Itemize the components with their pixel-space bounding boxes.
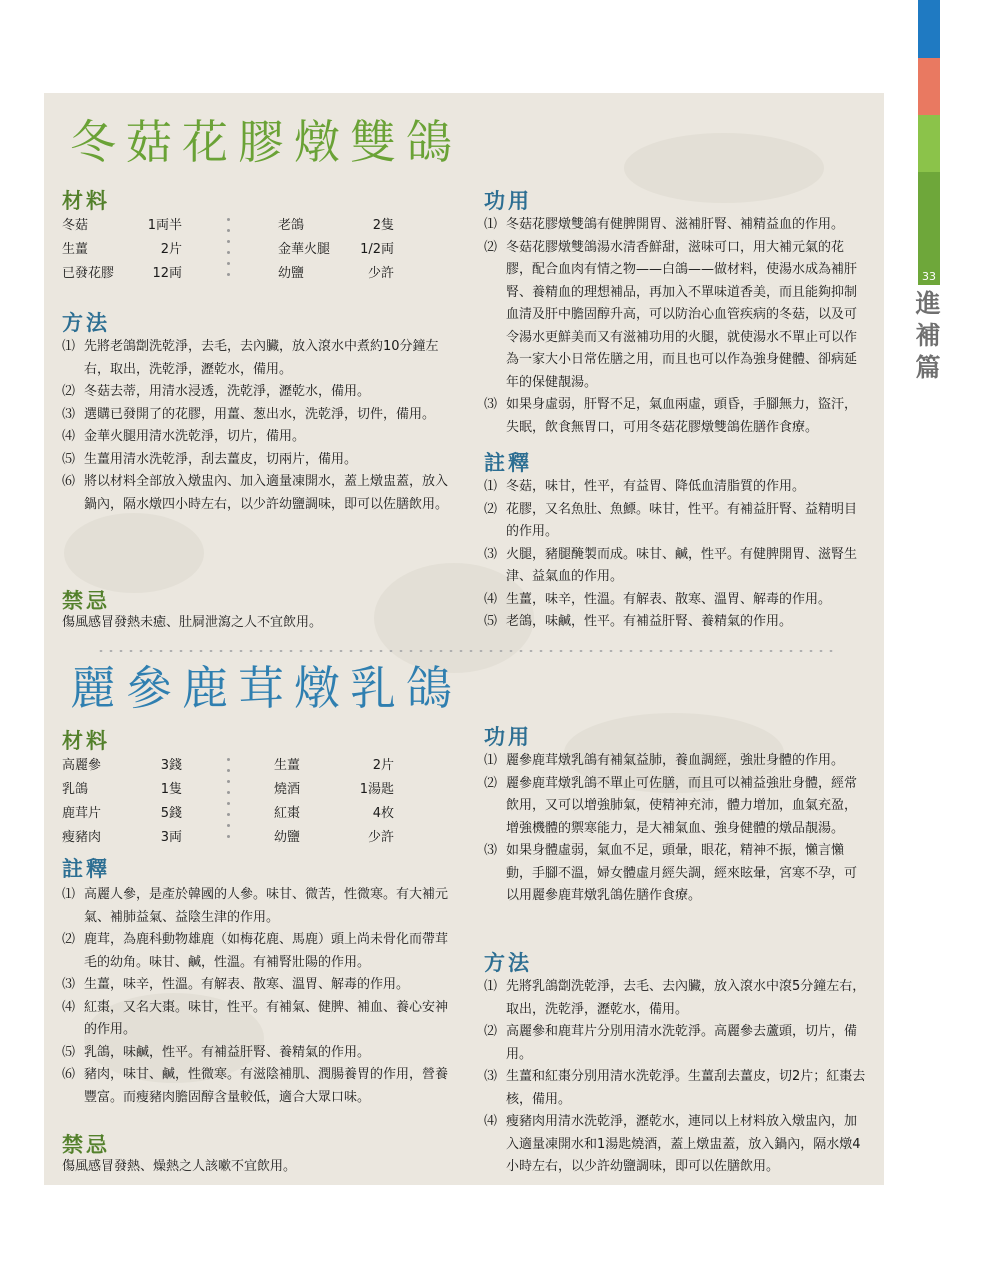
ingredient-row bbox=[62, 826, 182, 850]
ingredient-name: 鹿茸片 bbox=[62, 806, 102, 821]
ingredient-row bbox=[274, 802, 394, 826]
ingredient-name: 幼鹽 bbox=[278, 266, 305, 281]
ingredient-name: 紅棗 bbox=[274, 806, 301, 821]
list-item bbox=[62, 1064, 454, 1109]
item-text: 豬肉，味甘、鹹，性微寒。有滋陰補肌、潤腸養胃的作用，營養豐富。而瘦豬肉膽固醇含量較低，適合大眾口味。 bbox=[84, 1067, 449, 1105]
item-text: 乳鴿，味鹹，性平。有補益肝腎、養精氣的作用。 bbox=[84, 1044, 371, 1060]
ingredient-separator bbox=[227, 758, 230, 846]
item-text: 老鴿，味鹹，性平。有補益肝腎、養精氣的作用。 bbox=[506, 614, 793, 629]
list-item bbox=[484, 1111, 868, 1179]
section-title-char: 篇 bbox=[915, 353, 941, 382]
item-number: ⑴ bbox=[484, 753, 498, 768]
ingredient-name: 瘦豬肉 bbox=[62, 830, 102, 845]
ingredient-name: 老鴿 bbox=[278, 218, 305, 233]
list-item bbox=[62, 449, 454, 472]
ingredient-amount: 5錢 bbox=[160, 806, 182, 821]
item-number: ⑸ bbox=[62, 451, 76, 467]
item-number: ⑶ bbox=[62, 977, 76, 992]
ingredient-row bbox=[278, 214, 394, 238]
item-text: 生薑和紅棗分別用清水洗乾淨。生薑刮去薑皮，切2片；紅棗去核，備用。 bbox=[506, 1069, 866, 1107]
item-text: 冬菇花膠燉雙鴿湯水清香鮮甜，滋味可口，用大補元氣的花膠，配合血肉有情之物——白鴿——做材料，使湯水成為補肝腎、養精血的理想補品，再加入不單味道香美，而且能夠抑制血清及肝中膽固醇升高，可以防治心血管疾病的冬菇，以及可令湯水更鮮美而又有滋補功用的火腿，就使湯水不單止可以作為一家大小日常佐膳之用，而且也可以作為強身健體、卻病延年的保健靚湯。 bbox=[506, 239, 858, 390]
list-item bbox=[62, 929, 454, 974]
recipe2-ingredients-heading: 材料 bbox=[62, 728, 110, 753]
item-number: ⑷ bbox=[62, 429, 76, 444]
item-text: 高麗參和鹿茸片分別用清水洗乾淨。高麗參去蘆頭，切片，備用。 bbox=[506, 1024, 858, 1062]
ingredient-row bbox=[274, 778, 394, 802]
ingredient-row bbox=[278, 238, 394, 262]
item-number: ⑸ bbox=[62, 1044, 76, 1060]
item-text: 選購已發開了的花膠，用薑、葱出水，洗乾淨，切件，備用。 bbox=[84, 406, 436, 422]
item-number: ⑹ bbox=[62, 474, 76, 489]
recipe1-method-list bbox=[62, 336, 454, 516]
item-number: ⑴ bbox=[484, 479, 498, 494]
recipe2-notes-list bbox=[62, 884, 454, 1109]
list-item bbox=[62, 997, 454, 1042]
item-number: ⑶ bbox=[484, 1069, 498, 1084]
recipe2-method-heading: 方法 bbox=[484, 950, 532, 975]
recipe1-method-heading: 方法 bbox=[62, 310, 110, 335]
list-item bbox=[484, 1021, 868, 1066]
section-title-char: 進 bbox=[915, 289, 941, 318]
item-number: ⑷ bbox=[62, 999, 76, 1015]
recipe2-taboo-text: 傷風感冒發熱、燥熱之人該嗽不宜飲用。 bbox=[62, 1159, 297, 1174]
ingredient-amount: 1/2両 bbox=[360, 242, 394, 257]
item-text: 瘦豬肉用清水洗乾淨，瀝乾水，連同以上材料放入燉盅內，加入適量凍開水和1湯匙燒酒，蓋上燉盅蓋，放入鍋內，隔水燉4小時左右，以少許幼鹽調味，即可以佐膳飲用。 bbox=[506, 1114, 861, 1174]
item-text: 生薑用清水洗乾淨，刮去薑皮，切兩片，備用。 bbox=[84, 451, 358, 467]
list-item bbox=[484, 976, 868, 1021]
item-text: 冬菇花膠燉雙鴿有健脾開胃、滋補肝腎、補精益血的作用。 bbox=[506, 217, 845, 232]
list-item bbox=[484, 773, 868, 841]
ingredient-name: 乳鴿 bbox=[62, 782, 89, 797]
ingredient-amount: 4枚 bbox=[372, 806, 394, 821]
section-title bbox=[906, 288, 950, 384]
item-text: 高麗人參，是產於韓國的人參。味甘、微苦，性微寒。有大補元氣、補肺益氣、益陰生津的作用。 bbox=[84, 887, 449, 925]
list-item bbox=[484, 611, 868, 634]
ingredient-name: 高麗參 bbox=[62, 758, 102, 773]
recipe2-title: 麗參鹿茸燉乳鴿 bbox=[70, 661, 462, 715]
recipe2-notes-heading: 註釋 bbox=[62, 856, 110, 881]
item-number: ⑵ bbox=[484, 239, 498, 255]
item-text: 麗參鹿茸燉乳鴿有補氣益肺，養血調經，強壯身體的作用。 bbox=[506, 753, 845, 768]
item-text: 金華火腿用清水洗乾淨，切片，備用。 bbox=[84, 429, 306, 444]
list-item bbox=[484, 237, 868, 395]
ingredient-row bbox=[62, 802, 182, 826]
recipe2-ingredients-right bbox=[274, 754, 394, 850]
item-number: ⑵ bbox=[484, 1024, 498, 1039]
recipe1-ingredients-right bbox=[278, 214, 394, 286]
recipe2-effect-list bbox=[484, 750, 868, 908]
page-number: 33 bbox=[922, 270, 936, 283]
recipe1-notes-list bbox=[484, 476, 868, 634]
item-text: 紅棗，又名大棗。味甘，性平。有補氣、健脾、補血、養心安神的作用。 bbox=[84, 999, 449, 1037]
item-text: 冬菇，味甘，性平，有益胃、降低血清脂質的作用。 bbox=[506, 479, 806, 494]
ingredient-amount: 1隻 bbox=[160, 782, 182, 797]
list-item bbox=[484, 544, 868, 589]
sidebar-color-tab-blue bbox=[918, 0, 940, 58]
item-text: 花膠，又名魚肚、魚鰾。味甘，性平。有補益肝腎、益精明目的作用。 bbox=[506, 501, 858, 539]
list-item bbox=[484, 840, 868, 908]
ingredient-row bbox=[62, 238, 182, 262]
ingredient-row bbox=[274, 754, 394, 778]
ingredient-row bbox=[62, 754, 182, 778]
ingredient-name: 生薑 bbox=[62, 242, 89, 257]
item-number: ⑶ bbox=[62, 406, 76, 422]
ingredient-amount: 2片 bbox=[372, 758, 394, 773]
ingredient-row bbox=[278, 262, 394, 286]
list-item bbox=[62, 404, 454, 427]
item-number: ⑵ bbox=[62, 932, 76, 947]
list-item bbox=[62, 1042, 454, 1065]
ingredient-amount: 3両 bbox=[160, 830, 182, 845]
ingredient-row bbox=[62, 778, 182, 802]
recipe1-taboo-heading: 禁忌 bbox=[62, 588, 110, 613]
list-item bbox=[62, 471, 454, 516]
recipe1-effect-list bbox=[484, 214, 868, 439]
recipe1-ingredients-left bbox=[62, 214, 182, 286]
list-item bbox=[484, 589, 868, 612]
ingredient-amount: 1湯匙 bbox=[359, 782, 394, 797]
ingredient-amount: 1両半 bbox=[147, 218, 182, 233]
ingredient-row bbox=[62, 214, 182, 238]
recipe1-notes-heading: 註釋 bbox=[484, 450, 532, 475]
section-title-char: 補 bbox=[915, 321, 941, 350]
ingredient-amount: 12両 bbox=[152, 266, 182, 281]
item-number: ⑶ bbox=[484, 397, 498, 412]
list-item bbox=[484, 750, 868, 773]
item-number: ⑶ bbox=[484, 843, 498, 858]
list-item bbox=[484, 476, 868, 499]
item-number: ⑴ bbox=[62, 887, 76, 902]
item-text: 將以材料全部放入燉盅內、加入適量凍開水，蓋上燉盅蓋，放入鍋內，隔水燉四小時左右，以少許幼鹽調味，即可以佐膳飲用。 bbox=[84, 474, 449, 512]
list-item bbox=[484, 214, 868, 237]
recipe2-method-list bbox=[484, 976, 868, 1179]
item-text: 先將乳鴿劏洗乾淨，去毛、去內臟，放入滾水中滾5分鐘左右，取出，洗乾淨，瀝乾水，備用。 bbox=[506, 979, 866, 1017]
ingredient-row bbox=[62, 262, 182, 286]
ingredient-amount: 少許 bbox=[367, 266, 394, 281]
recipe1-title: 冬菇花膠燉雙鴿 bbox=[70, 115, 462, 169]
ingredient-name: 幼鹽 bbox=[274, 830, 301, 845]
item-text: 先將老鴿劏洗乾淨，去毛，去內臟，放入滾水中煮約10分鐘左右，取出，洗乾淨，瀝乾水，備用。 bbox=[84, 339, 439, 377]
ink-texture bbox=[64, 513, 204, 593]
item-text: 如果身虛弱，肝腎不足，氣血兩虛，頭昏，手腳無力，盜汗，失眠，飲食無胃口，可用冬菇花膠燉雙鴿佐膳作食療。 bbox=[506, 397, 858, 435]
item-number: ⑵ bbox=[484, 501, 498, 517]
item-number: ⑹ bbox=[62, 1067, 76, 1082]
section-divider bbox=[96, 650, 838, 652]
ingredient-name: 冬菇 bbox=[62, 218, 89, 233]
ingredient-name: 金華火腿 bbox=[278, 242, 331, 257]
item-text: 麗參鹿茸燉乳鴿不單止可佐膳，而且可以補益強壯身體，經常飲用，又可以增強肺氣，使精神充沛，體力增加，血氣充盈，增強機體的禦寒能力，是大補氣血、強身健體的燉品靚湯。 bbox=[506, 775, 858, 836]
ingredient-amount: 少許 bbox=[367, 830, 394, 845]
ingredient-name: 生薑 bbox=[274, 758, 301, 773]
item-text: 鹿茸，為鹿科動物雄鹿（如梅花鹿、馬鹿）頭上尚未骨化而帶茸毛的幼角。味甘、鹹，性溫。有補腎壯陽的作用。 bbox=[84, 932, 449, 970]
item-text: 火腿，豬腿醃製而成。味甘、鹹，性平。有健脾開胃、滋腎生津、益氣血的作用。 bbox=[506, 546, 858, 584]
sidebar-color-tab-lightgreen bbox=[918, 115, 940, 172]
ink-texture bbox=[624, 133, 824, 203]
list-item bbox=[484, 499, 868, 544]
item-number: ⑷ bbox=[484, 1114, 498, 1129]
item-number: ⑴ bbox=[484, 217, 498, 232]
item-number: ⑴ bbox=[62, 339, 76, 354]
ingredient-separator bbox=[227, 218, 230, 284]
ingredient-amount: 2片 bbox=[160, 242, 182, 257]
item-text: 冬菇去蒂，用清水浸透，洗乾淨，瀝乾水，備用。 bbox=[84, 384, 371, 399]
item-text: 生薑，味辛，性溫。有解表、散寒、溫胃、解毒的作用。 bbox=[84, 977, 410, 992]
recipe2-ingredients-left bbox=[62, 754, 182, 850]
recipe2-effect-heading: 功用 bbox=[484, 724, 532, 749]
item-number: ⑸ bbox=[484, 614, 498, 629]
list-item bbox=[62, 884, 454, 929]
recipe1-ingredients-heading: 材料 bbox=[62, 188, 110, 213]
ingredient-amount: 2隻 bbox=[372, 218, 394, 233]
ingredient-name: 已發花膠 bbox=[62, 266, 115, 281]
recipe1-taboo-text: 傷風感冒發熱未癒、肚屙泄瀉之人不宜飲用。 bbox=[62, 615, 323, 630]
item-number: ⑴ bbox=[484, 979, 498, 994]
list-item bbox=[62, 426, 454, 449]
sidebar-color-tab-green bbox=[918, 172, 940, 285]
item-text: 生薑，味辛，性溫。有解表、散寒、溫胃、解毒的作用。 bbox=[506, 591, 832, 607]
item-number: ⑷ bbox=[484, 591, 498, 607]
list-item bbox=[62, 336, 454, 381]
list-item bbox=[484, 1066, 868, 1111]
list-item bbox=[484, 394, 868, 439]
ingredient-amount: 3錢 bbox=[160, 758, 182, 773]
item-text: 如果身體虛弱，氣血不足，頭暈，眼花，精神不振，懶言懶動，手腳不溫，婦女體虛月經失調，經來眩暈，宮寒不孕，可以用麗參鹿茸燉乳鴿佐膳作食療。 bbox=[506, 843, 858, 903]
item-number: ⑵ bbox=[484, 775, 498, 791]
ingredient-name: 燒酒 bbox=[274, 782, 301, 797]
recipe2-taboo-heading: 禁忌 bbox=[62, 1132, 110, 1157]
list-item bbox=[62, 974, 454, 997]
ingredient-row bbox=[274, 826, 394, 850]
list-item bbox=[62, 381, 454, 404]
recipe1-effect-heading: 功用 bbox=[484, 188, 532, 213]
item-number: ⑵ bbox=[62, 384, 76, 399]
sidebar-color-tab-orange bbox=[918, 58, 940, 115]
item-number: ⑶ bbox=[484, 546, 498, 562]
